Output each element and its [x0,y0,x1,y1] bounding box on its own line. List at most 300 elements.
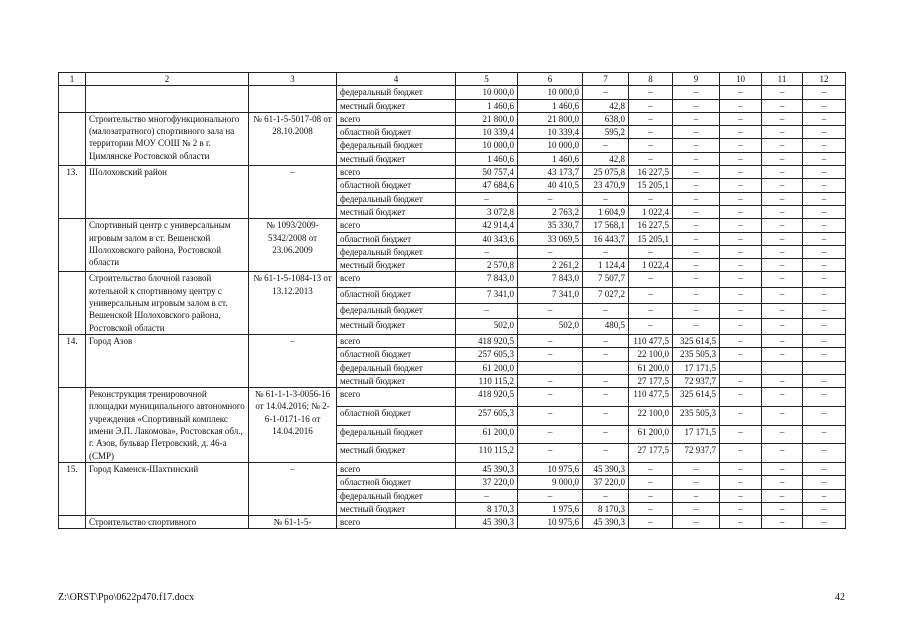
value-cell: – [720,334,762,347]
value-cell: – [518,425,583,444]
value-cell: 40 410,5 [518,179,583,192]
value-cell: – [673,179,720,192]
row-number-cell [59,86,86,113]
value-cell: – [629,319,673,335]
value-cell: – [720,99,762,112]
value-cell: 10 975,6 [518,462,583,475]
budget-type-cell: федеральный бюджет [337,303,456,319]
value-cell: 10 339,4 [518,126,583,139]
value-cell: – [803,444,846,463]
budget-type-cell: федеральный бюджет [337,489,456,502]
value-cell: – [720,139,762,152]
value-cell: 257 605,3 [456,348,518,361]
value-cell: 21 800,0 [518,112,583,125]
budget-type-cell: всего [337,334,456,347]
value-cell: – [673,462,720,475]
value-cell: – [673,245,720,258]
value-cell: – [803,303,846,319]
value-cell: – [518,334,583,347]
budget-type-cell: местный бюджет [337,99,456,112]
value-cell: – [803,406,846,425]
value-cell: – [673,288,720,304]
value-cell: 33 069,5 [518,232,583,245]
value-cell: – [629,462,673,475]
value-cell: – [583,425,629,444]
budget-type-cell: федеральный бюджет [337,361,456,374]
value-cell: 27 177,5 [629,374,673,387]
value-cell: – [583,303,629,319]
value-cell: – [803,334,846,347]
value-cell: – [629,303,673,319]
value-cell: 8 170,3 [583,502,629,515]
value-cell: – [673,99,720,112]
value-cell: – [518,245,583,258]
budget-type-cell: всего [337,166,456,179]
value-cell: 1 460,6 [518,99,583,112]
col-header: 11 [762,73,803,86]
value-cell: – [762,374,803,387]
value-cell: 61 200,0 [629,361,673,374]
value-cell: 10 000,0 [518,86,583,99]
value-cell: 235 505,3 [673,406,720,425]
value-cell: – [629,112,673,125]
value-cell: – [762,406,803,425]
value-cell: 16 227,5 [629,219,673,232]
value-cell: – [720,272,762,288]
col-header: 12 [803,73,846,86]
value-cell: – [720,152,762,165]
value-cell: 43 173,7 [518,166,583,179]
row-number-cell [59,219,86,272]
value-cell: – [803,476,846,489]
value-cell: 15 205,1 [629,179,673,192]
value-cell: 10 000,0 [518,139,583,152]
value-cell: 16 227,5 [629,166,673,179]
value-cell: – [762,112,803,125]
value-cell: 110 477,5 [629,388,673,407]
value-cell: 45 390,3 [456,462,518,475]
value-cell: – [762,334,803,347]
value-cell: 10 975,6 [518,516,583,529]
value-cell: 17 171,5 [673,425,720,444]
object-name-cell: Шолоховский район [86,166,249,219]
value-cell: – [762,192,803,205]
value-cell: – [803,516,846,529]
value-cell: – [762,303,803,319]
value-cell: – [803,86,846,99]
budget-type-cell: всего [337,272,456,288]
value-cell: 110 115,2 [456,444,518,463]
table-row [59,334,846,347]
value-cell: 502,0 [456,319,518,335]
value-cell: – [629,476,673,489]
col-header: 4 [337,73,456,86]
value-cell: 110 477,5 [629,334,673,347]
value-cell: – [720,192,762,205]
value-cell: – [583,374,629,387]
value-cell: – [803,205,846,218]
value-cell: 7 341,0 [518,288,583,304]
budget-type-cell: федеральный бюджет [337,192,456,205]
col-header: 9 [673,73,720,86]
value-cell: – [456,303,518,319]
value-cell: – [673,502,720,515]
value-cell: 1 604,9 [583,205,629,218]
row-number-cell: 15. [59,462,86,515]
col-header: 10 [720,73,762,86]
value-cell: – [762,444,803,463]
value-cell: – [456,489,518,502]
value-cell: – [518,192,583,205]
col-header: 5 [456,73,518,86]
value-cell: – [720,489,762,502]
value-cell: – [629,288,673,304]
value-cell: – [583,489,629,502]
value-cell: 61 200,0 [629,425,673,444]
value-cell: – [673,205,720,218]
budget-type-cell: местный бюджет [337,152,456,165]
value-cell: – [456,192,518,205]
value-cell [720,361,762,374]
value-cell: 21 800,0 [456,112,518,125]
value-cell: 7 843,0 [456,272,518,288]
value-cell [583,361,629,374]
document-cell: № 61-1-1-3-0056-16 от 14.04.2016; № 2-6-1-0171-16 от 14.04.2016 [249,388,337,463]
value-cell: – [720,126,762,139]
value-cell: 257 605,3 [456,406,518,425]
budget-type-cell: всего [337,112,456,125]
value-cell: 2 261,2 [518,259,583,272]
value-cell: – [583,86,629,99]
value-cell: – [762,425,803,444]
value-cell: – [673,166,720,179]
value-cell: 42,8 [583,99,629,112]
col-header: 3 [249,73,337,86]
value-cell: – [803,232,846,245]
value-cell: – [673,112,720,125]
value-cell: – [762,232,803,245]
value-cell: – [456,245,518,258]
budget-type-cell: всего [337,462,456,475]
value-cell: – [673,319,720,335]
table-row [59,219,846,232]
value-cell: 9 000,0 [518,476,583,489]
document-cell: № 1093/2009-5342/2008 от 23.06.2009 [249,219,337,272]
value-cell: – [629,152,673,165]
value-cell: – [803,245,846,258]
value-cell: – [720,348,762,361]
value-cell: 1 460,6 [456,99,518,112]
value-cell: – [673,86,720,99]
object-name-cell: Город Азов [86,334,249,387]
value-cell: – [720,288,762,304]
value-cell: – [720,205,762,218]
value-cell: 35 330,7 [518,219,583,232]
value-cell: – [583,139,629,152]
value-cell: – [720,476,762,489]
value-cell: 47 684,6 [456,179,518,192]
value-cell: 235 505,3 [673,348,720,361]
budget-type-cell: федеральный бюджет [337,245,456,258]
col-header: 6 [518,73,583,86]
value-cell: – [803,99,846,112]
row-number-cell [59,516,86,529]
document-cell: – [249,166,337,219]
value-cell: – [673,259,720,272]
value-cell: – [803,259,846,272]
value-cell: 25 075,8 [583,166,629,179]
value-cell: – [762,348,803,361]
value-cell: – [803,179,846,192]
value-cell: – [629,139,673,152]
value-cell: – [629,99,673,112]
value-cell: – [803,126,846,139]
file-path: Z:\ORST\Ppo\0622p470.f17.docx [58,592,195,603]
value-cell [803,361,846,374]
object-name-cell: Строительство блочной газовой котельной к спортивному центру с универсальным игровым залом в ст. Вешенской Шолоховского района, Ростовской области [86,272,249,334]
value-cell: 16 443,7 [583,232,629,245]
table-row [59,516,846,529]
row-number-cell: 13. [59,166,86,219]
budget-type-cell: всего [337,516,456,529]
value-cell: 45 390,3 [583,516,629,529]
value-cell: – [762,152,803,165]
value-cell: 325 614,5 [673,388,720,407]
value-cell: – [803,388,846,407]
value-cell: 10 339,4 [456,126,518,139]
value-cell: – [762,166,803,179]
object-name-cell: Строительство многофункционального (малозатратного) спортивного зала на территории МОУ СОШ № 2 в г. Цимлянске Ростовской области [86,112,249,165]
value-cell: 7 027,2 [583,288,629,304]
value-cell: – [629,502,673,515]
value-cell: – [629,272,673,288]
value-cell: – [720,259,762,272]
value-cell: 1 975,6 [518,502,583,515]
value-cell: – [762,219,803,232]
value-cell: 17 568,1 [583,219,629,232]
value-cell: 2 763,2 [518,205,583,218]
value-cell: – [629,126,673,139]
value-cell: – [720,232,762,245]
value-cell: 418 920,5 [456,334,518,347]
value-cell: – [720,179,762,192]
budget-type-cell: всего [337,388,456,407]
value-cell: – [673,126,720,139]
value-cell: 418 920,5 [456,388,518,407]
value-cell: 17 171,5 [673,361,720,374]
value-cell: 1 124,4 [583,259,629,272]
value-cell: – [720,319,762,335]
value-cell: 22 100,0 [629,406,673,425]
value-cell: – [762,259,803,272]
value-cell: 1 022,4 [629,259,673,272]
budget-type-cell: федеральный бюджет [337,425,456,444]
value-cell: – [762,99,803,112]
row-number-cell: 14. [59,334,86,387]
value-cell: 37 220,0 [456,476,518,489]
value-cell: – [673,303,720,319]
value-cell: 37 220,0 [583,476,629,489]
value-cell: – [583,406,629,425]
row-number-cell [59,272,86,334]
table-row [59,388,846,407]
document-cell [249,86,337,113]
value-cell: – [518,303,583,319]
value-cell: – [762,388,803,407]
value-cell: – [803,192,846,205]
value-cell: – [803,489,846,502]
value-cell: 45 390,3 [456,516,518,529]
value-cell: – [803,139,846,152]
value-cell: 2 570,8 [456,259,518,272]
value-cell: 45 390,3 [583,462,629,475]
value-cell: – [583,245,629,258]
value-cell: – [673,476,720,489]
value-cell: – [762,272,803,288]
value-cell: – [803,288,846,304]
value-cell: – [720,388,762,407]
value-cell: – [803,348,846,361]
table-row [59,462,846,475]
value-cell: – [762,319,803,335]
table-row [59,272,846,288]
value-cell: – [803,374,846,387]
value-cell: – [762,205,803,218]
object-name-cell: Город Каменск-Шахтинский [86,462,249,515]
value-cell: – [803,272,846,288]
value-cell: – [629,86,673,99]
value-cell: – [762,476,803,489]
value-cell: – [803,112,846,125]
value-cell: – [762,86,803,99]
value-cell: 72 937,7 [673,374,720,387]
value-cell: – [673,272,720,288]
document-cell: № 61-1-5-5017-08 от 28.10.2008 [249,112,337,165]
value-cell: – [673,139,720,152]
table-row [59,112,846,125]
value-cell: – [803,502,846,515]
value-cell: – [673,219,720,232]
value-cell: – [518,388,583,407]
column-number-row [59,73,846,86]
value-cell: – [583,444,629,463]
value-cell: 27 177,5 [629,444,673,463]
budget-type-cell: областной бюджет [337,476,456,489]
value-cell [762,361,803,374]
value-cell: – [720,86,762,99]
value-cell: 42,8 [583,152,629,165]
value-cell: 325 614,5 [673,334,720,347]
col-header: 7 [583,73,629,86]
value-cell: 1 022,4 [629,205,673,218]
value-cell: 10 000,0 [456,139,518,152]
value-cell: – [720,516,762,529]
value-cell: 480,5 [583,319,629,335]
value-cell: – [803,319,846,335]
object-name-cell [86,86,249,113]
value-cell: – [720,444,762,463]
value-cell: – [629,489,673,502]
value-cell: 638,0 [583,112,629,125]
budget-type-cell: местный бюджет [337,444,456,463]
row-number-cell [59,112,86,165]
value-cell: – [762,139,803,152]
col-header: 8 [629,73,673,86]
value-cell: – [673,489,720,502]
value-cell: – [762,245,803,258]
value-cell: 7 843,0 [518,272,583,288]
budget-type-cell: местный бюджет [337,205,456,218]
page-number: 42 [835,592,845,603]
value-cell: – [629,192,673,205]
value-cell: 22 100,0 [629,348,673,361]
value-cell: – [673,152,720,165]
value-cell: 110 115,2 [456,374,518,387]
value-cell: – [720,502,762,515]
value-cell: – [803,152,846,165]
value-cell: – [762,126,803,139]
row-number-cell [59,388,86,463]
value-cell: – [673,516,720,529]
value-cell: – [518,444,583,463]
budget-type-cell: местный бюджет [337,319,456,335]
table-row [59,86,846,99]
document-cell: № 61-1-5-1084-13 от 13.12.2013 [249,272,337,334]
value-cell: 8 170,3 [456,502,518,515]
value-cell: 42 914,4 [456,219,518,232]
col-header: 1 [59,73,86,86]
value-cell: – [803,425,846,444]
budget-type-cell: областной бюджет [337,348,456,361]
value-cell: – [720,425,762,444]
value-cell: – [673,192,720,205]
value-cell: – [518,374,583,387]
value-cell: 1 460,6 [518,152,583,165]
value-cell: – [629,245,673,258]
value-cell: – [720,406,762,425]
value-cell: – [720,462,762,475]
table-row [59,166,846,179]
value-cell: 1 460,6 [456,152,518,165]
value-cell: – [803,462,846,475]
value-cell: – [720,219,762,232]
budget-type-cell: местный бюджет [337,259,456,272]
value-cell: – [583,192,629,205]
document-cell: № 61-1-5- [249,516,337,529]
budget-type-cell: федеральный бюджет [337,139,456,152]
value-cell: 50 757,4 [456,166,518,179]
value-cell: 40 343,6 [456,232,518,245]
value-cell: – [762,502,803,515]
value-cell: – [518,406,583,425]
budget-table [58,72,846,529]
budget-type-cell: федеральный бюджет [337,86,456,99]
value-cell: – [583,334,629,347]
value-cell: – [720,166,762,179]
value-cell: – [583,348,629,361]
budget-type-cell: всего [337,219,456,232]
value-cell: – [518,348,583,361]
value-cell: – [518,489,583,502]
object-name-cell: Спортивный центр с универсальным игровым залом в ст. Вешенской Шолоховского района, Ростовской области [86,219,249,272]
value-cell: – [583,388,629,407]
value-cell: 72 937,7 [673,444,720,463]
value-cell: – [673,232,720,245]
value-cell: – [803,219,846,232]
value-cell: – [720,374,762,387]
budget-type-cell: областной бюджет [337,179,456,192]
value-cell: – [762,179,803,192]
